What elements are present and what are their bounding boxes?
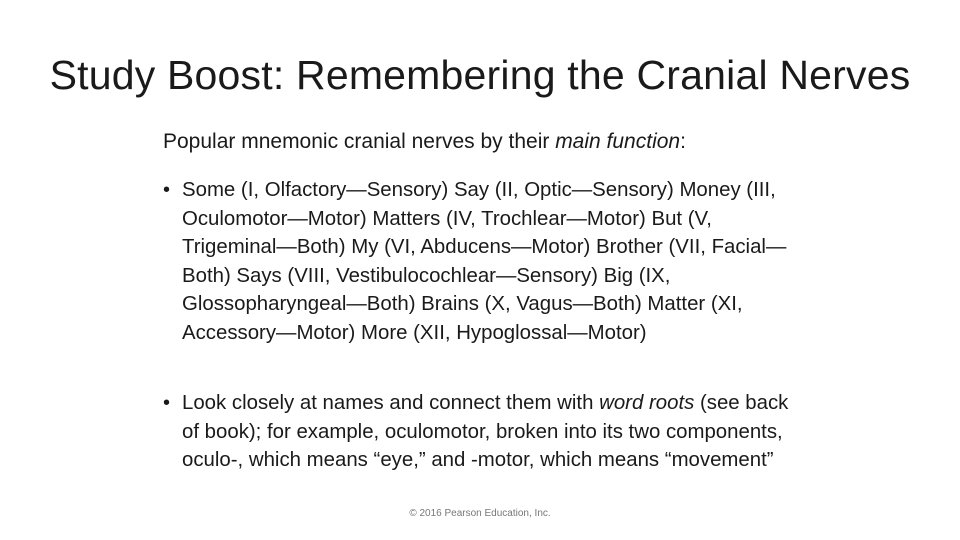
bullet-word-roots-after: (see back of book); for example, oculomotor, broken into its two components, oculo-, which means “eye,” and -motor, which means “movement” bbox=[182, 392, 789, 471]
copyright-footer: © 2016 Pearson Education, Inc. bbox=[409, 508, 551, 519]
intro-emphasis: main function bbox=[555, 130, 681, 153]
bullet-word-roots-emphasis: word roots bbox=[599, 392, 695, 414]
intro-text bbox=[163, 130, 863, 154]
bullet-mnemonic-text: Some (I, Olfactory—Sensory) Say (II, Optic—Sensory) Money (III, Oculomotor—Motor) Matters (IV, Trochlear—Motor) But (V, Trigeminal—Both) My (VI, Abducens—Motor) Brother (VII, Facial—Both) Says (VIII, Vestibulocochlear—Sensory) Big (IX, Glossopharyngeal—Both) Brains (X, Vagus—Both) Matter (XI, Accessory—Motor) More (XII, Hypoglossal—Motor) bbox=[182, 179, 787, 344]
bullet-dot: • bbox=[163, 179, 171, 201]
intro-before: Popular mnemonic cranial nerves by their bbox=[163, 130, 556, 153]
slide-title: Study Boost: Remembering the Cranial Nerves bbox=[49, 52, 911, 98]
bullet-word-roots bbox=[163, 389, 803, 475]
bullet-dot: • bbox=[163, 392, 171, 414]
intro-after: : bbox=[680, 130, 686, 153]
bullet-mnemonic bbox=[163, 176, 803, 347]
bullet-word-roots-before: Look closely at names and connect them with bbox=[182, 392, 600, 414]
